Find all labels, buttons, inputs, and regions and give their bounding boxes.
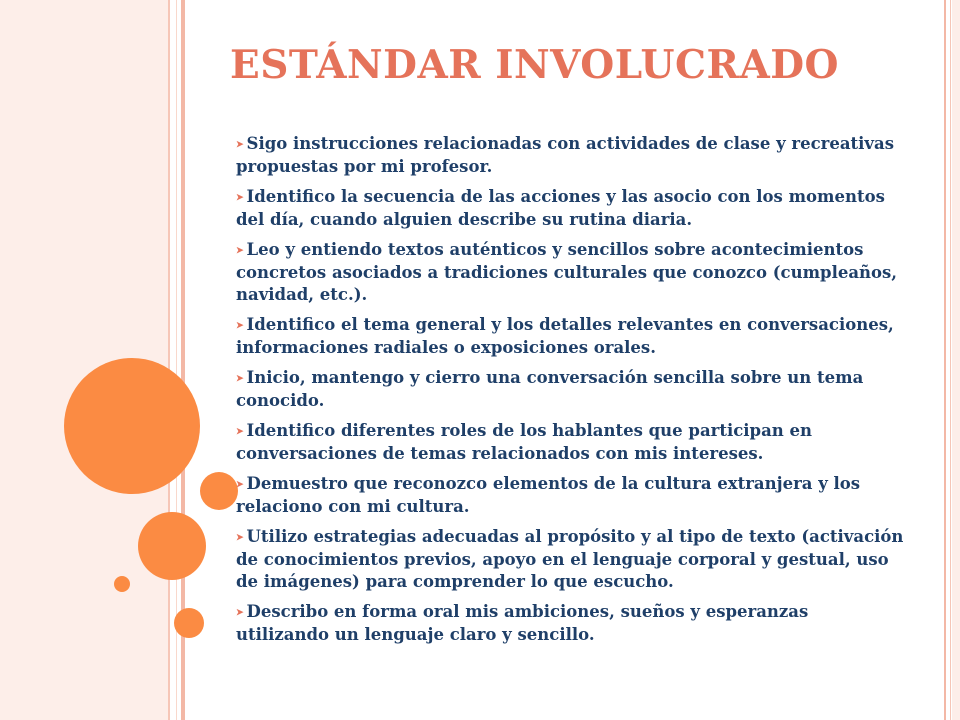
slide-title: ESTÁNDAR INVOLUCRADO [230,42,839,88]
list-item-text: Describo en forma oral mis ambiciones, sueños y esperanzas utilizando un lenguaje claro y sencillo. [236,602,809,644]
list-item [236,473,904,518]
right-margin-band [952,0,960,720]
arrow-bullet-icon: ➤ [236,427,244,437]
arrow-bullet-icon: ➤ [236,608,244,618]
list-item-text: Identifico la secuencia de las acciones y las asocio con los momentos del día, cuando alguien describe su rutina diaria. [236,187,885,229]
list-item-text: Sigo instrucciones relacionadas con actividades de clase y recreativas propuestas por mi profesor. [236,134,894,176]
list-item-text: Leo y entiendo textos auténticos y sencillos sobre acontecimientos concretos asociados a tradiciones culturales que conozco (cumpleaños, navidad, etc.). [236,240,898,304]
decorative-circle [138,512,206,580]
list-item-text: Inicio, mantengo y cierro una conversación sencilla sobre un tema conocido. [236,368,864,410]
list-item [236,367,904,412]
list-item [236,314,904,359]
list-item [236,186,904,231]
decorative-circle [174,608,204,638]
list-item [236,133,904,178]
decorative-circle-small [114,576,130,592]
list-item [236,601,904,646]
list-item [236,239,904,306]
decorative-circle-large [64,358,200,494]
list-item [236,420,904,465]
list-item-text: Identifico diferentes roles de los hablantes que participan en conversaciones de temas relacionados con mis intereses. [236,421,813,463]
margin-line [950,0,951,720]
arrow-bullet-icon: ➤ [236,321,244,331]
arrow-bullet-icon: ➤ [236,480,244,490]
arrow-bullet-icon: ➤ [236,533,244,543]
decorative-circle [200,472,238,510]
margin-line [944,0,946,720]
arrow-bullet-icon: ➤ [236,193,244,203]
arrow-bullet-icon: ➤ [236,374,244,384]
arrow-bullet-icon: ➤ [236,140,244,150]
bullet-list [236,133,904,654]
list-item-text: Identifico el tema general y los detalles relevantes en conversaciones, informaciones radiales o exposiciones orales. [236,315,894,357]
arrow-bullet-icon: ➤ [236,246,244,256]
list-item [236,526,904,593]
margin-line [168,0,170,720]
list-item-text: Utilizo estrategias adecuadas al propósito y al tipo de texto (activación de conocimientos previos, apoyo en el lenguaje corporal y gestual, uso de imágenes) para comprender lo que escucho. [236,527,904,591]
list-item-text: Demuestro que reconozco elementos de la cultura extranjera y los relaciono con mi cultura. [236,474,861,516]
